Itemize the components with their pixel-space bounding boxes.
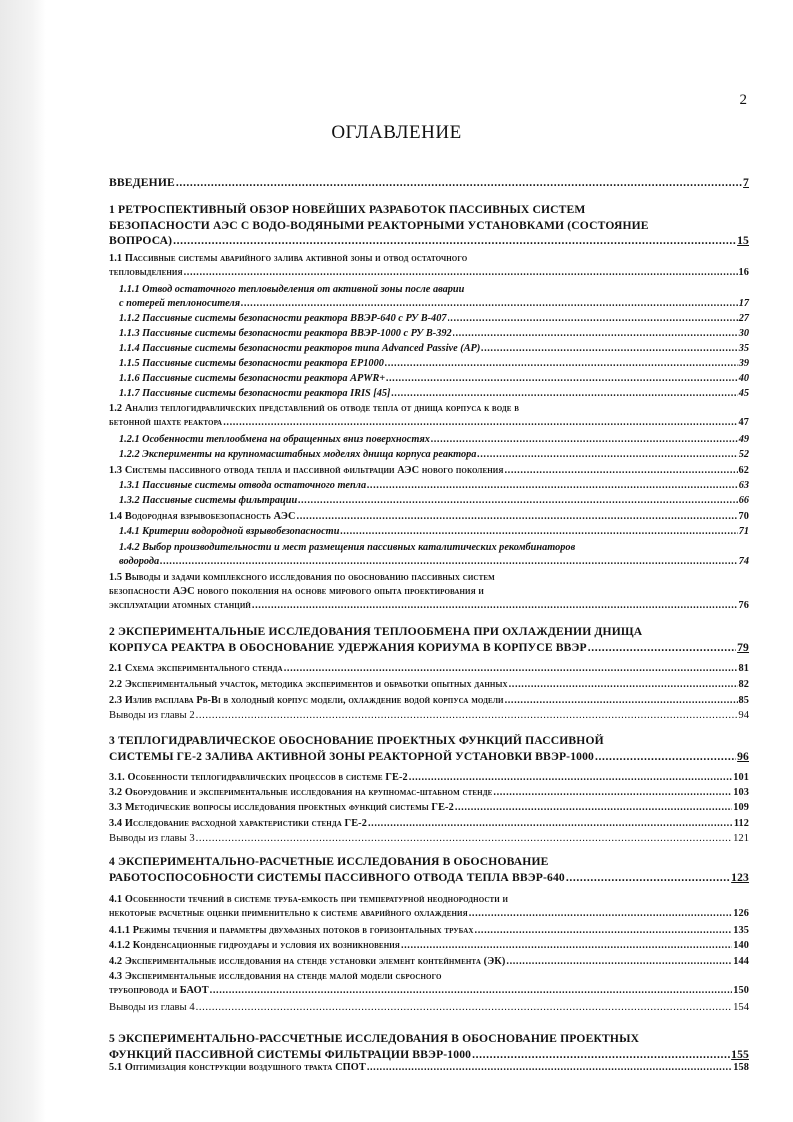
toc-page-number: 45 [738,388,749,399]
toc-entry-text: 3.3 Методические вопросы исследования проектных функций системы ГЕ-2 [109,802,454,813]
toc-entry[interactable] [119,541,749,569]
toc-entry-line [109,801,749,815]
toc-entry-text: ФУНКЦИЙ ПАССИВНОЙ СИСТЕМЫ ФИЛЬТРАЦИИ ВВЭР-1000 [109,1047,472,1061]
toc-entry-text: 1.3.1 Пассивные системы отвода остаточного тепла [119,480,367,491]
toc-entry-line [109,939,749,953]
toc-entry-text: 4.1 Особенности течений в системе труба-емкость при температурной неоднородности и [109,894,509,905]
toc-entry-text: 1.4 Водородная взрывобезопасность АЭС [109,511,296,522]
toc-page-number: 144 [733,956,749,967]
toc-entry-line [119,525,749,539]
toc-entry-line [109,832,749,846]
dot-leader [477,448,737,462]
toc-page-number: 16 [738,267,749,278]
toc-entry-line [109,175,749,191]
toc-entry-line [109,252,749,266]
toc-page-number: 40 [738,373,749,384]
toc-entry-line [119,357,749,371]
dot-leader [368,817,733,831]
toc-entry-line [119,541,749,555]
toc-entry-line [109,817,749,831]
dot-leader [367,479,738,493]
toc-entry-line [109,1047,749,1063]
toc-entry-text: 1.1.4 Пассивные системы безопасности реакторов типа Advanced Passive (AP) [119,343,481,354]
toc-entry-line [109,709,749,723]
toc-entry[interactable] [109,893,749,921]
toc-entry-text: 1.3.2 Пассивные системы фильтрации [119,495,298,506]
toc-entry[interactable] [119,357,749,371]
dot-leader [173,233,736,249]
toc-entry-line [109,749,749,765]
dot-leader [196,832,732,846]
toc-entry-text: 3.4 Исследование расходной характеристики стенда ГЕ-2 [109,818,367,829]
toc-page-number: 30 [738,328,749,339]
toc-entry[interactable] [119,283,749,311]
toc-entry-text: с потерей теплоносителя [119,298,241,309]
toc-entry[interactable] [109,1061,749,1075]
toc-page-number: 63 [738,480,749,491]
toc-entry-line [109,571,749,585]
toc-entry[interactable] [109,939,749,953]
toc-page-number: 158 [733,1062,749,1073]
toc-entry-line [109,955,749,969]
toc-page-number: 17 [738,298,749,309]
dot-leader [241,297,738,311]
dot-leader [509,678,738,692]
toc-entry-text: тепловыделения [109,267,183,278]
toc-page-number: 109 [733,802,749,813]
toc-entry[interactable] [119,494,749,508]
toc-entry-line [119,448,749,462]
toc-page-number: 85 [738,695,749,706]
toc-entry-text: Выводы из главы 4 [109,1002,195,1013]
toc-page-number: 81 [738,663,749,674]
toc-entry[interactable] [109,970,749,998]
toc-entry-text: 3.2 Оборудование и экспериментальные исследования на крупномас-штабном стенде [109,787,493,798]
toc-page-number: 154 [733,1002,749,1013]
toc-entry-line [109,870,749,886]
toc-entry-line [109,854,749,870]
toc-entry[interactable] [109,924,749,938]
toc-page-number: 76 [738,600,749,611]
toc-entry-text: РАБОТОСПОСОБНОСТИ СИСТЕМЫ ПАССИВНОГО ОТВОДА ТЕПЛА ВВЭР-640 [109,870,565,884]
toc-entry-text: КОРПУСА РЕАКТРА В ОБОСНОВАНИЕ УДЕРЖАНИЯ КОРИУМА В КОРПУСЕ ВВЭР [109,640,587,654]
toc-entry[interactable] [119,525,749,539]
toc-entry-text: ВОПРОСА) [109,234,173,247]
toc-page-number: 103 [733,787,749,798]
toc-page-number: 112 [733,818,749,829]
toc-page-number: 101 [733,772,749,783]
toc-entry[interactable] [109,771,749,785]
toc-entry-text: трубопровода и БАОТ [109,985,209,996]
toc-entry-text: 1.3 Системы пассивного отвода тепла и пассивной фильтрации АЭС нового поколения [109,465,504,476]
toc-entry-line [119,433,749,447]
dot-leader [469,907,733,921]
toc-entry[interactable] [109,510,749,524]
toc-entry[interactable] [109,624,749,655]
toc-page-number: 82 [738,679,749,690]
dot-leader [340,525,737,539]
toc-page-number: 62 [738,465,749,476]
toc-entry-text: 4.3 Экспериментальные исследования на стенде малой модели сбросного [109,971,442,982]
dot-leader [284,662,738,676]
dot-leader [196,1001,732,1015]
toc-page-number: 96 [737,749,749,763]
toc-entry-line [109,266,749,280]
toc-entry-text: 1.4.2 Выбор производительности и мест размещения пассивных каталитических рекомбинаторов [119,542,576,553]
toc-entry-text: 4.1.2 Конденсационные гидроудары и условия их возникновения [109,940,400,951]
dot-leader [472,1047,730,1063]
toc-page-number: 7 [743,176,749,189]
toc-page-number: 135 [733,925,749,936]
toc-entry-text: эксплуатации атомных станций [109,600,251,611]
toc-page-number: 27 [738,313,749,324]
dot-leader [566,870,730,886]
dot-leader [504,464,737,478]
toc-entry[interactable] [109,955,749,969]
toc-entry[interactable] [109,202,749,249]
toc-entry-text: 1.2.2 Эксперименты на крупномасштабных моделях днища корпуса реактора [119,449,477,460]
toc-entry-text: 4 ЭКСПЕРИМЕНТАЛЬНО-РАСЧЕТНЫЕ ИССЛЕДОВАНИЯ В ОБОСНОВАНИЕ [109,855,549,868]
toc-entry-text: Выводы из главы 2 [109,710,195,721]
toc-entry-text: ВВЕДЕНИЕ [109,176,175,189]
dot-leader [184,266,738,280]
toc-entry-line [109,1061,749,1075]
toc-page-number: 121 [733,833,749,844]
toc-entry-line [119,312,749,326]
toc-page-number: 126 [733,908,749,919]
toc-entry-line [109,599,749,613]
toc-entry-text: 5 ЭКСПЕРИМЕНТАЛЬНО-РАССЧЕТНЫЕ ИССЛЕДОВАНИЯ В ОБОСНОВАНИЕ ПРОЕКТНЫХ [109,1032,640,1045]
dot-leader [475,924,733,938]
toc-entry-line [109,1001,749,1015]
dot-leader [298,494,738,508]
toc-entry[interactable] [109,402,749,430]
toc-entry-text: 1.1.2 Пассивные системы безопасности реактора ВВЭР-640 с РУ В-407 [119,313,447,324]
toc-entry-line [119,555,749,569]
toc-entry-text: 1.2 Анализ теплогидравлических представлений об отводе тепла от днища корпуса к воде в [109,403,520,414]
dot-leader [493,786,732,800]
toc-entry-text: 1 РЕТРОСПЕКТИВНЫЙ ОБЗОР НОВЕЙШИХ РАЗРАБОТОК ПАССИВНЫХ СИСТЕМ [109,203,586,216]
toc-page-number: 47 [738,417,749,428]
dot-leader [505,694,738,708]
toc-entry-line [119,387,749,401]
dot-leader [506,955,732,969]
toc-entry[interactable] [109,801,749,815]
toc-entry-line [109,202,749,218]
toc-entry-line [109,585,749,599]
toc-entry-text: 1.1.7 Пассивные системы безопасности реактора IRIS [45] [119,388,391,399]
toc-entry-text: 4.1.1 Режимы течения и параметры двухфазных потоков в горизонтальных трубах [109,925,474,936]
toc-entry[interactable] [119,433,749,447]
toc-entry[interactable] [109,832,749,846]
toc-entry-line [109,694,749,708]
toc-page-number: 94 [738,710,749,721]
dot-leader [401,939,732,953]
dot-leader [196,709,738,723]
toc-page-number: 74 [738,556,749,567]
dot-leader [455,801,732,815]
dot-leader [481,342,737,356]
toc-entry-line [109,893,749,907]
toc-page-number: 79 [737,640,749,654]
toc-entry-line [109,510,749,524]
dot-leader [391,387,737,401]
toc-entry-line [109,662,749,676]
toc-entry[interactable] [109,1031,749,1062]
toc-entry-line [109,233,749,249]
toc-entry[interactable] [109,817,749,831]
toc-entry-line [109,924,749,938]
toc-entry-line [109,624,749,640]
toc-entry[interactable] [109,854,749,885]
toc-entry[interactable] [119,387,749,401]
toc-entry-line [109,678,749,692]
toc-entry[interactable] [109,571,749,613]
toc-entry-line [109,1031,749,1047]
toc-entry-line [119,372,749,386]
toc-entry[interactable] [109,252,749,280]
toc-entry-text: 3.1. Особенности теплогидравлических процессов в системе ГЕ-2 [109,772,408,783]
toc-entry-text: 3 ТЕПЛОГИДРАВЛИЧЕСКОЕ ОБОСНОВАНИЕ ПРОЕКТНЫХ ФУНКЦИЙ ПАССИВНОЙ [109,734,604,747]
toc-entry-text: бетонной шахте реактора [109,417,223,428]
toc-page-number: 35 [738,343,749,354]
toc-entry-text: 1.4.1 Критерии водородной взрывобезопасности [119,526,340,537]
dot-leader [223,416,737,430]
dot-leader [176,175,742,191]
toc-entry-text: 1.2.1 Особенности теплообмена на обращенных вниз поверхностях [119,434,430,445]
toc-entry-line [109,984,749,998]
toc-entry-line [119,283,749,297]
toc-entry-line [109,970,749,984]
toc-entry-line [119,327,749,341]
toc-entry-text: 4.2 Экспериментальные исследования на стенде установки элемент контейнмента (ЭК) [109,956,506,967]
toc-entry-text: 2 ЭКСПЕРИМЕНТАЛЬНЫЕ ИССЛЕДОВАНИЯ ТЕПЛООБМЕНА ПРИ ОХЛАЖДЕНИИ ДНИЩА [109,625,643,638]
dot-leader [297,510,738,524]
toc-entry[interactable] [109,709,749,723]
toc-entry[interactable] [119,312,749,326]
dot-leader [448,312,738,326]
toc-page-number: 52 [738,449,749,460]
toc-entry-text: 5.1 Оптимизация конструкции воздушного тракта СПОТ [109,1062,366,1073]
toc-page-number: 140 [733,940,749,951]
toc-entry-text: некоторые расчетные оценки применительно к системе аварийного охлаждения [109,908,468,919]
toc-entry-text: безопасности АЭС нового поколения на основе мирового опыта проектирования и [109,586,484,597]
toc-entry[interactable] [109,1001,749,1015]
toc-entry[interactable] [109,786,749,800]
toc-entry[interactable] [109,662,749,676]
toc-entry[interactable] [109,175,749,191]
toc-entry[interactable] [109,464,749,478]
toc-page-number: 39 [738,358,749,369]
toc-entry-line [109,640,749,656]
dot-leader [453,327,738,341]
toc-entry-text: 1.1.5 Пассивные системы безопасности реактора EP1000 [119,358,384,369]
toc-entry-line [109,786,749,800]
dot-leader [210,984,733,998]
dot-leader [252,599,738,613]
toc-entry-line [109,464,749,478]
toc-entry-text: Выводы из главы 3 [109,833,195,844]
toc-entry-line [109,733,749,749]
toc-entry-line [109,771,749,785]
toc-entry-text: 1.1.1 Отвод остаточного тепловыделения от активной зоны после аварии [119,284,465,295]
toc-entry[interactable] [109,733,749,764]
page-title: ОГЛАВЛЕНИЕ [331,122,462,143]
toc-entry[interactable] [119,342,749,356]
toc-page-number: 150 [733,985,749,996]
toc-entry-text: БЕЗОПАСНОСТИ АЭС С ВОДО-ВОДЯНЫМИ РЕАКТОРНЫМИ УСТАНОВКАМИ (СОСТОЯНИЕ [109,218,649,232]
toc-entry-text: 1.1 Пассивные системы аварийного залива активной зоны и отвод остаточного [109,253,468,264]
toc-page-number: 49 [738,434,749,445]
toc-entry[interactable] [109,694,749,708]
scan-left-edge [0,0,46,1122]
dot-leader [588,640,736,656]
toc-page-number: 123 [731,870,749,884]
toc-entry[interactable] [119,372,749,386]
toc-entry[interactable] [119,479,749,493]
toc-entry-text: 1.1.6 Пассивные системы безопасности реактора APWR+ [119,373,386,384]
toc-entry-text: водорода [119,556,160,567]
toc-entry-text: СИСТЕМЫ ГЕ-2 ЗАЛИВА АКТИВНОЙ ЗОНЫ РЕАКТОРНОЙ УСТАНОВКИ ВВЭР-1000 [109,749,594,763]
toc-entry-text: 1.5 Выводы и задачи комплексного исследования по обоснованию пассивных систем [109,572,495,583]
toc-entry-text: 2.3 Излив расплава Pb-Bi в холодный корпус модели, охлаждение водой корпуса модели [109,695,504,706]
toc-entry-line [119,297,749,311]
dot-leader [595,749,736,765]
toc-page-number: 15 [737,234,749,247]
toc-page-number: 71 [738,526,749,537]
dot-leader [160,555,738,569]
toc-page-number: 66 [738,495,749,506]
toc-entry-line [109,402,749,416]
toc-entry-line [119,342,749,356]
toc-entry-line [119,494,749,508]
toc-entry-line [119,479,749,493]
toc-entry-line [109,218,749,234]
dot-leader [431,433,738,447]
page-number: 2 [739,92,747,108]
toc-page-number: 70 [738,511,749,522]
toc-entry-line [109,907,749,921]
dot-leader [386,372,738,386]
toc-entry-text: 2.1 Схема экспериментального стенда [109,663,283,674]
toc-entry-line [109,416,749,430]
toc-entry-text: 1.1.3 Пассивные системы безопасности реактора ВВЭР-1000 с РУ В-392 [119,328,452,339]
toc-entry[interactable] [109,678,749,692]
dot-leader [385,357,738,371]
toc-page-number: 155 [731,1047,749,1061]
toc-entry[interactable] [119,327,749,341]
toc-entry[interactable] [119,448,749,462]
dot-leader [367,1061,732,1075]
toc-entry-text: 2.2 Экспериментальный участок, методика экспериментов и обработки опытных данных [109,679,508,690]
dot-leader [409,771,732,785]
